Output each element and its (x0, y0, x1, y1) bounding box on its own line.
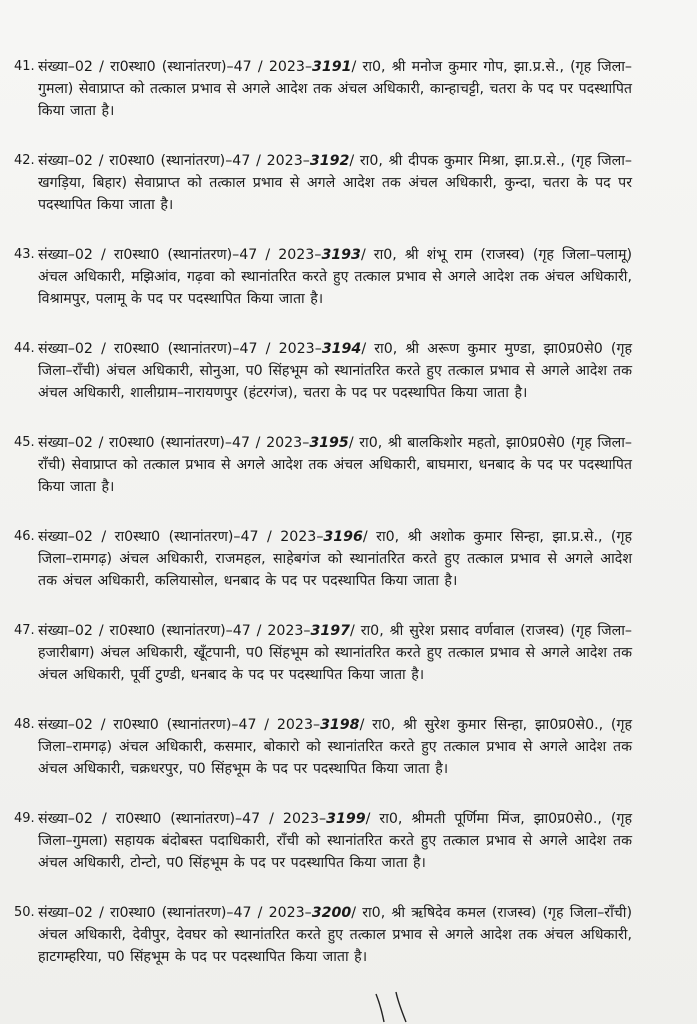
entry-serial: 3197 (310, 623, 351, 639)
entry-text: / रा0, श्री शंभू राम (राजस्व) (गृह जिला–पलामू) अंचल अधिकारी, मझिआंव, गढ़वा को स्थानांतरित करते हुए तत्काल प्रभाव से अगले आदेश तक अंचल अधिकारी, विश्रामपुर, पलामू के पद पर पदस्थापित किया जाता है। (38, 247, 632, 307)
entry-number: 49. (14, 811, 35, 826)
order-entry-44 (14, 338, 632, 404)
order-list (14, 56, 632, 996)
entry-reference: संख्या–02 / रा0स्था0 (स्थानांतरण)–47 / 2023– (38, 811, 327, 827)
entry-number: 43. (14, 247, 35, 262)
entry-serial: 3196 (323, 529, 363, 545)
entry-reference: संख्या–02 / रा0स्था0 (स्थानांतरण)–47 / 2023– (38, 717, 321, 733)
entry-text: / रा0, श्री बालकिशोर महतो, झा0प्र0से0 (गृह जिला–राँची) सेवाप्राप्त को तत्काल प्रभाव से अगले आदेश तक अंचल अधिकारी, बाघमारा, धनबाद के पद पर पदस्थापित किया जाता है। (38, 435, 632, 495)
entry-reference: संख्या–02 / रा0स्था0 (स्थानांतरण)–47 / 2023– (38, 153, 310, 169)
entry-reference: संख्या–02 / रा0स्था0 (स्थानांतरण)–47 / 2023– (38, 529, 324, 545)
order-entry-48 (14, 714, 632, 780)
entry-number: 47. (14, 623, 35, 638)
order-entry-46 (14, 526, 632, 592)
entry-text: / रा0, श्री अशोक कुमार सिन्हा, झा.प्र.से., (गृह जिला–रामगढ़) अंचल अधिकारी, राजमहल, साहेबगंज को स्थानांतरित करते हुए तत्काल प्रभाव से अगले आदेश तक अंचल अधिकारी, कलियासोल, धनबाद के पद पर पदस्थापित किया जाता है। (38, 529, 632, 589)
entry-number: 45. (14, 435, 35, 450)
entry-reference: संख्या–02 / रा0स्था0 (स्थानांतरण)–47 / 2023– (38, 341, 322, 357)
entry-serial: 3199 (326, 811, 366, 827)
entry-number: 46. (14, 529, 35, 544)
entry-serial: 3193 (321, 247, 361, 263)
entry-number: 41. (14, 59, 35, 74)
entry-text: / रा0, श्रीमती पूर्णिमा मिंज, झा0प्र0से0., (गृह जिला–गुमला) सहायक बंदोबस्त पदाधिकारी, राँची को स्थानांतरित करते हुए तत्काल प्रभाव से अगले आदेश तक अंचल अधिकारी, टोन्टो, प0 सिंहभूम के पद पर पदस्थापित किया जाता है। (38, 811, 632, 871)
order-entry-49 (14, 808, 632, 874)
entry-reference: संख्या–02 / रा0स्था0 (स्थानांतरण)–47 / 2023– (38, 59, 313, 75)
entry-serial: 3195 (309, 435, 349, 451)
entry-serial: 3200 (311, 905, 352, 921)
entry-text: / रा0, श्री ऋषिदेव कमल (राजस्व) (गृह जिला–राँची) अंचल अधिकारी, देवीपुर, देवघर को स्थानांतरित करते हुए तत्काल प्रभाव से अगले आदेश तक अंचल अधिकारी, हाटगम्हरिया, प0 सिंहभूम के पद पर पदस्थापित किया जाता है। (38, 905, 632, 965)
entry-number: 42. (14, 153, 35, 168)
order-entry-50 (14, 902, 632, 968)
entry-serial: 3192 (309, 153, 350, 169)
order-entry-42 (14, 150, 632, 216)
entry-reference: संख्या–02 / रा0स्था0 (स्थानांतरण)–47 / 2023– (38, 435, 310, 451)
order-entry-47 (14, 620, 632, 686)
order-entry-43 (14, 244, 632, 310)
entry-serial: 3191 (312, 59, 352, 75)
entry-reference: संख्या–02 / रा0स्था0 (स्थानांतरण)–47 / 2023– (38, 247, 322, 263)
entry-number: 44. (14, 341, 35, 356)
entry-reference: संख्या–02 / रा0स्था0 (स्थानांतरण)–47 / 2023– (38, 905, 312, 921)
entry-text: / रा0, श्री दीपक कुमार मिश्रा, झा.प्र.से., (गृह जिला–खगड़िया, बिहार) सेवाप्राप्त को तत्काल प्रभाव से अगले आदेश तक अंचल अधिकारी, कुन्दा, चतरा के पद पर पदस्थापित किया जाता है। (38, 153, 632, 213)
entry-serial: 3194 (321, 341, 362, 357)
entry-text: / रा0, श्री अरूण कुमार मुण्डा, झा0प्र0से0 (गृह जिला–राँची) अंचल अधिकारी, सोनुआ, प0 सिंहभूम को स्थानांतरित करते हुए तत्काल प्रभाव से अगले आदेश तक अंचल अधिकारी, शालीग्राम–नारायणपुर (हंटरगंज), चतरा के पद पर पदस्थापित किया जाता है। (38, 341, 632, 401)
entry-text: / रा0, श्री सुरेश प्रसाद वर्णवाल (राजस्व) (गृह जिला–हजारीबाग) अंचल अधिकारी, खूँटपानी, प0 सिंहभूम को स्थानांतरित करते हुए तत्काल प्रभाव से अगले आदेश तक अंचल अधिकारी, पूर्वी टुण्डी, धनबाद के पद पर पदस्थापित किया जाता है। (38, 623, 632, 683)
entry-serial: 3198 (320, 717, 360, 733)
entry-number: 50. (14, 905, 35, 920)
order-entry-45 (14, 432, 632, 498)
entry-number: 48. (14, 717, 35, 732)
entry-text: / रा0, श्री सुरेश कुमार सिन्हा, झा0प्र0से0., (गृह जिला–रामगढ़) अंचल अधिकारी, कसमार, बोकारो को स्थानांतरित करते हुए तत्काल प्रभाव से अगले आदेश तक अंचल अधिकारी, चक्रधरपुर, प0 सिंहभूम के पद पर पदस्थापित किया जाता है। (38, 717, 632, 777)
order-entry-41 (14, 56, 632, 122)
entry-text: / रा0, श्री मनोज कुमार गोप, झा.प्र.से., (गृह जिला–गुमला) सेवाप्राप्त को तत्काल प्रभाव से अगले आदेश तक अंचल अधिकारी, कान्हाचट्टी, चतरा के पद पर पदस्थापित किया जाता है। (38, 59, 632, 119)
entry-reference: संख्या–02 / रा0स्था0 (स्थानांतरण)–47 / 2023– (38, 623, 311, 639)
signature-stroke (372, 990, 412, 1024)
